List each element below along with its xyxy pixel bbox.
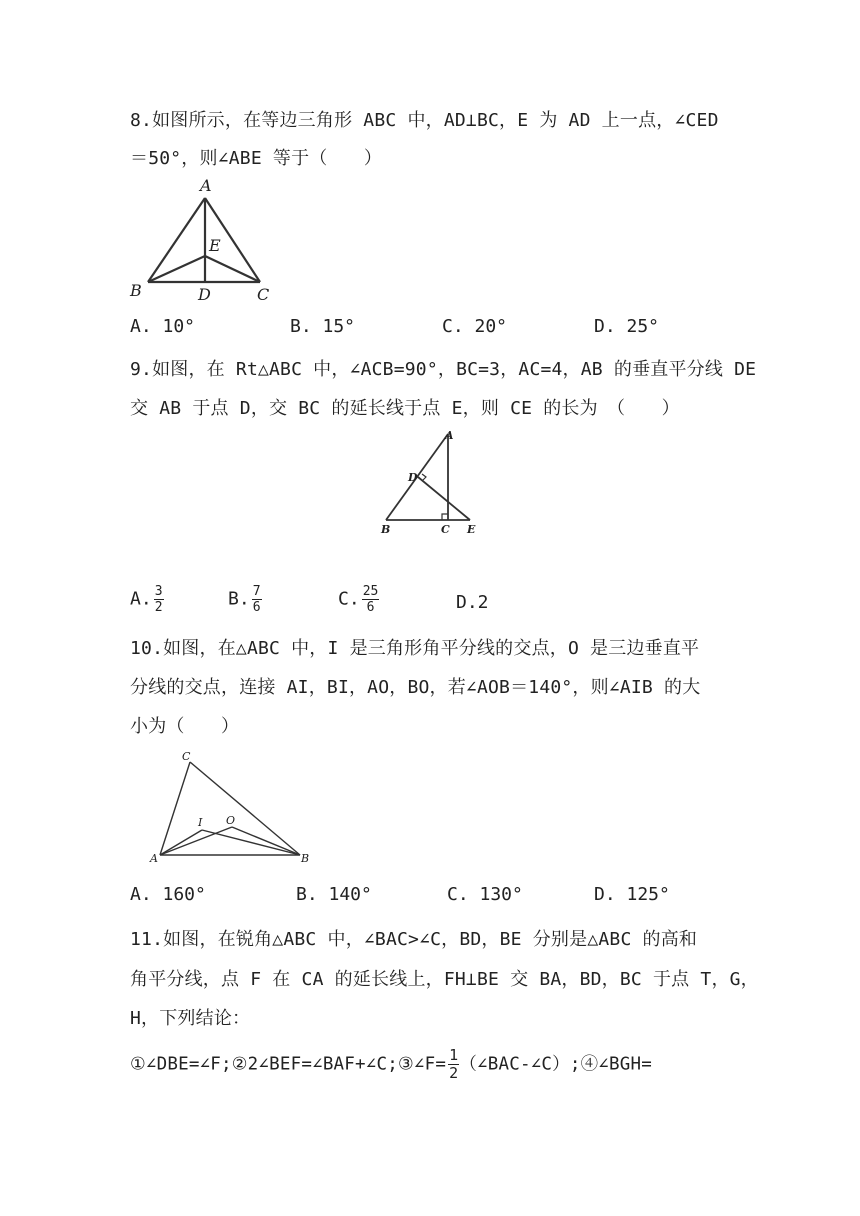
q8-stem-line2: ＝50°，则∠ABE 等于（ ） [130, 148, 383, 169]
q11-conclusions-part2: （∠BAC-∠C）;④∠BGH= [459, 1054, 652, 1075]
q9-option-a [130, 585, 164, 614]
q8-option-b: B. 15° [290, 316, 356, 337]
q11-stem-line2: 角平分线，点 F 在 CA 的延长线上，FH⊥BE 交 BA，BD，BC 于点 T，G， [130, 969, 759, 990]
q10-stem-line2: 分线的交点，连接 AI，BI，AO，BO，若∠AOB＝140°，则∠AIB 的大 [130, 677, 701, 698]
q8-label-E: E [209, 236, 221, 255]
q9-figure-right-triangle [378, 426, 488, 538]
q9-label-C: C [441, 523, 450, 536]
q9-option-b-prefix: B. [228, 588, 250, 610]
q10-label-B: B [301, 852, 310, 865]
q9-option-c [338, 585, 379, 614]
q11-conclusions-part1: ①∠DBE=∠F;②2∠BEF=∠BAF+∠C;③∠F= [130, 1054, 447, 1075]
q11-conclusions-line [130, 1048, 652, 1081]
q9-option-c-prefix: C. [338, 588, 360, 610]
q9-label-E: E [467, 523, 476, 536]
q9-option-a-fraction [154, 585, 164, 614]
q11-stem-line1: 11.如图，在锐角△ABC 中，∠BAC>∠C，BD，BE 分别是△ABC 的高和 [130, 929, 698, 950]
q8-figure-equilateral-triangle [128, 176, 278, 304]
q9-label-A: A [445, 429, 454, 442]
q9-option-d: D.2 [456, 592, 489, 613]
q8-stem-line1: 8.如图所示，在等边三角形 ABC 中，AD⊥BC，E 为 AD 上一点，∠CED [130, 110, 719, 131]
q10-option-d: D. 125° [594, 884, 670, 905]
q10-option-c: C. 130° [447, 884, 523, 905]
q9-option-c-denominator: 6 [366, 600, 375, 615]
q10-figure-triangle-incenter-circumcenter [146, 744, 316, 866]
q9-option-b-denominator: 6 [252, 600, 261, 615]
q10-label-O: O [226, 814, 236, 827]
q8-label-C: C [257, 285, 270, 304]
q10-stem-line3: 小为（ ） [130, 716, 240, 737]
q8-label-B: B [130, 281, 142, 300]
q8-label-D: D [198, 285, 211, 304]
q9-option-c-numerator: 25 [362, 584, 379, 599]
q8-option-a: A. 10° [130, 316, 196, 337]
q9-option-a-prefix: A. [130, 588, 152, 610]
q11-fraction-one-half [448, 1048, 459, 1081]
q9-stem-line1: 9.如图，在 Rt△ABC 中，∠ACB=90°，BC=3，AC=4，AB 的垂直平分线 DE [130, 359, 757, 380]
q9-option-c-fraction [362, 585, 380, 614]
q9-option-b-numerator: 7 [252, 584, 261, 599]
q9-stem-line2: 交 AB 于点 D，交 BC 的延长线于点 E，则 CE 的长为 （ ） [130, 398, 680, 419]
q11-fraction-numerator: 1 [449, 1046, 459, 1064]
q11-fraction-denominator: 2 [449, 1064, 459, 1082]
q8-option-c: C. 20° [442, 316, 508, 337]
q9-label-B: B [381, 523, 391, 536]
q9-option-a-denominator: 2 [154, 600, 163, 615]
q10-option-b: B. 140° [296, 884, 372, 905]
q10-label-C: C [182, 750, 191, 763]
q8-label-A: A [200, 176, 212, 195]
q10-option-a: A. 160° [130, 884, 206, 905]
q9-option-a-numerator: 3 [154, 584, 163, 599]
q10-label-A: A [150, 852, 158, 865]
q9-option-b [228, 585, 262, 614]
q8-option-d: D. 25° [594, 316, 660, 337]
q10-label-I: I [198, 816, 203, 829]
q9-option-b-fraction [252, 585, 262, 614]
q10-stem-line1: 10.如图，在△ABC 中，I 是三角形角平分线的交点，O 是三边垂直平 [130, 638, 700, 659]
q9-label-D: D [408, 471, 418, 484]
q11-stem-line3: H，下列结论： [130, 1008, 251, 1029]
